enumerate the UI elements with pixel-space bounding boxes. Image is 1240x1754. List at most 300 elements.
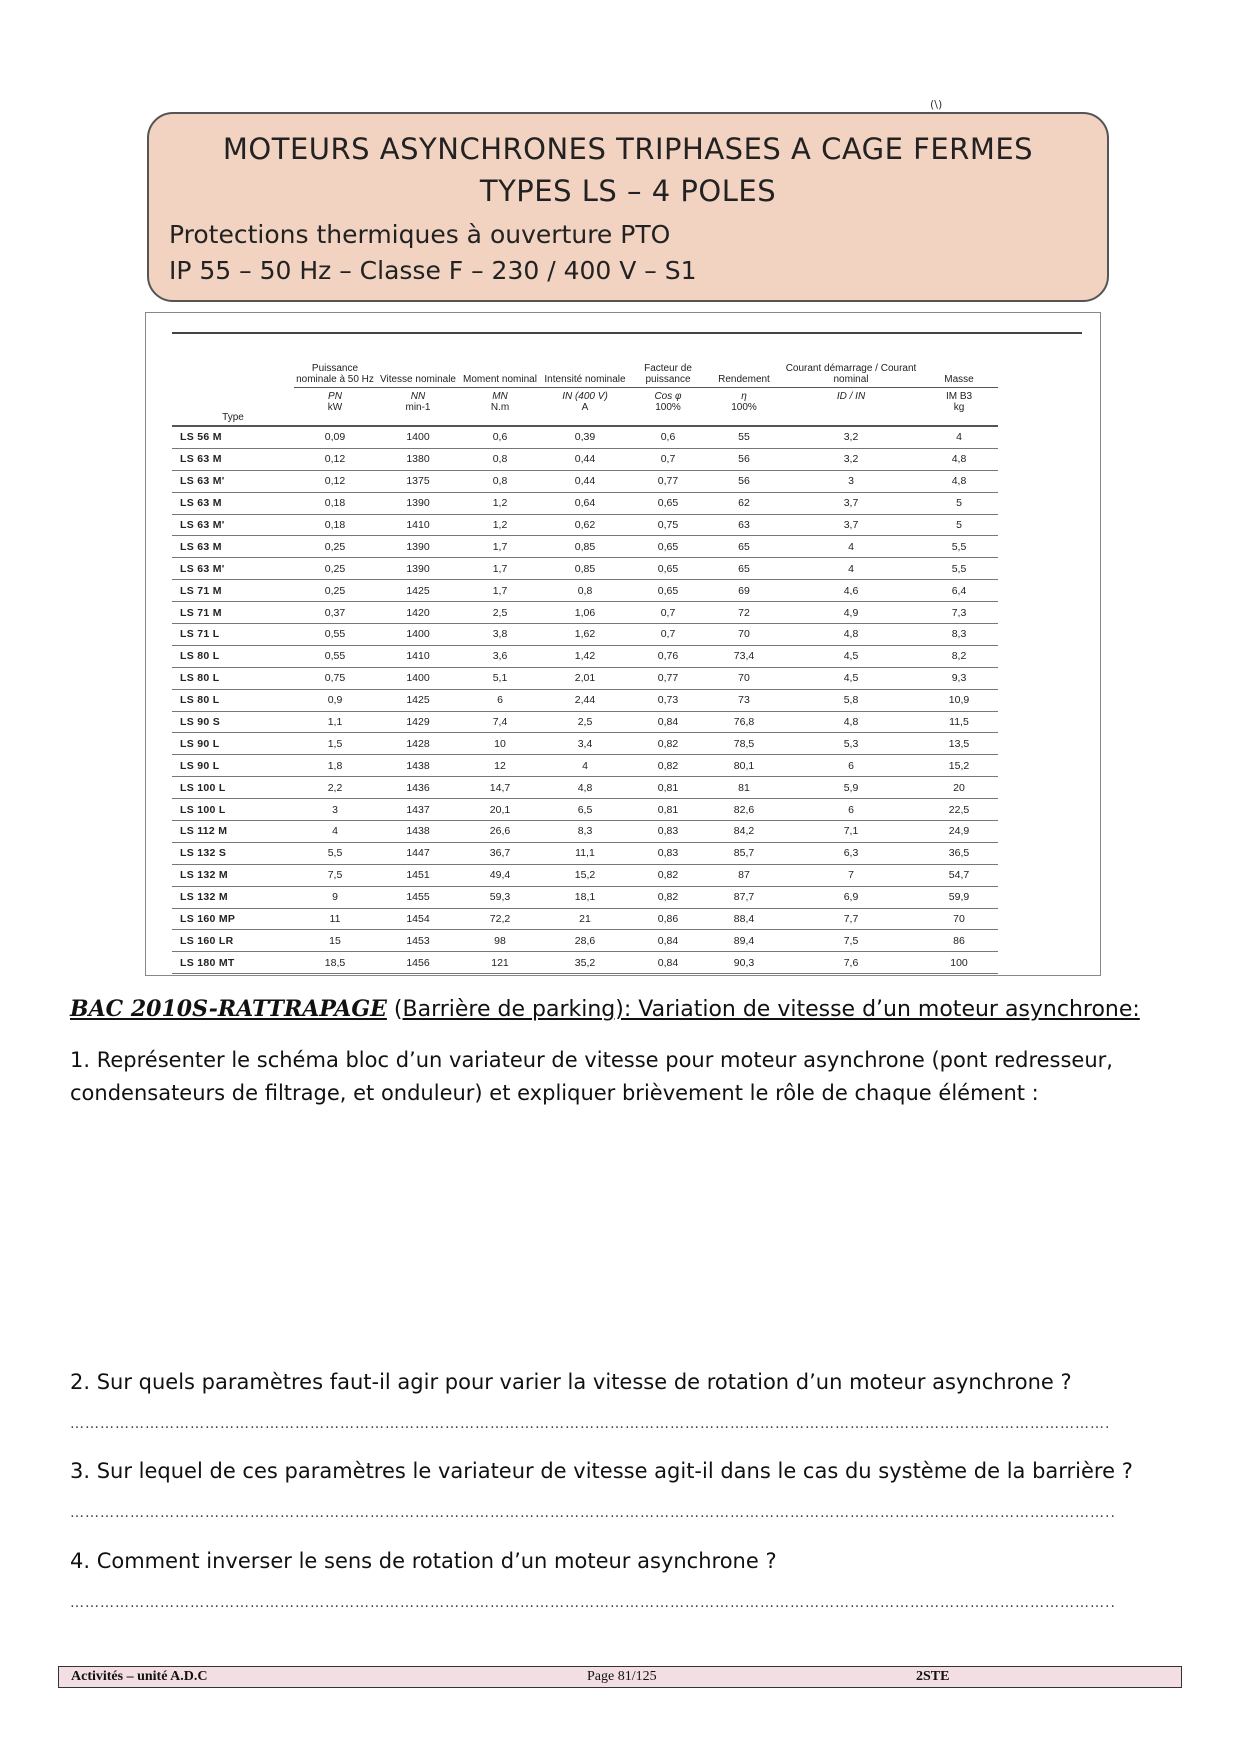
table-row (172, 426, 998, 448)
start-ratio-cell: 3,7 (782, 492, 920, 514)
table-row (172, 667, 998, 689)
power-factor-cell: 0,6 (630, 426, 706, 448)
speed-cell: 1436 (376, 777, 460, 799)
current-cell: 2,01 (540, 667, 630, 689)
torque-cell: 2,5 (460, 602, 540, 624)
torque-cell: 0,8 (460, 470, 540, 492)
torque-cell: 6 (460, 689, 540, 711)
power-factor-cell: 0,82 (630, 733, 706, 755)
power-symbol: PN (328, 391, 342, 402)
efficiency-cell: 70 (706, 624, 782, 646)
power-factor-cell: 0,65 (630, 536, 706, 558)
mass-symbol: IM B3 (945, 391, 973, 402)
power-factor-cell: 0,86 (630, 908, 706, 930)
start-ratio-cell: 3,2 (782, 426, 920, 448)
table-row (172, 733, 998, 755)
start-ratio-cell: 5,8 (782, 689, 920, 711)
table-row (172, 821, 998, 843)
exercise-heading (70, 996, 1140, 1022)
power-factor-cell: 0,77 (630, 470, 706, 492)
speed-cell: 1428 (376, 733, 460, 755)
efficiency-cell: 63 (706, 514, 782, 536)
speed-cell: 1447 (376, 842, 460, 864)
current-cell: 0,44 (540, 470, 630, 492)
start-ratio-cell: 4 (782, 536, 920, 558)
mass-cell: 59,9 (920, 886, 998, 908)
table-row (172, 624, 998, 646)
start-ratio-cell: 3,2 (782, 448, 920, 470)
table-row (172, 864, 998, 886)
efficiency-cell: 56 (706, 470, 782, 492)
type-cell: LS 80 L (172, 667, 294, 689)
efficiency-cell: 65 (706, 558, 782, 580)
power-factor-cell: 0,65 (630, 558, 706, 580)
table-row (172, 908, 998, 930)
torque-cell: 10 (460, 733, 540, 755)
start-ratio-cell: 6 (782, 799, 920, 821)
start-ratio-cell: 7,7 (782, 908, 920, 930)
start-ratio-cell: 7 (782, 864, 920, 886)
motor-spec-table (172, 337, 998, 974)
power-cell: 0,09 (294, 426, 376, 448)
motor-table-body (172, 426, 998, 974)
col-header-power-factor: Facteur de puissance (630, 337, 706, 388)
current-cell: 1,06 (540, 602, 630, 624)
current-cell: 28,6 (540, 930, 630, 952)
col-header-efficiency: Rendement (706, 337, 782, 388)
efficiency-cell: 69 (706, 580, 782, 602)
efficiency-cell: 76,8 (706, 711, 782, 733)
unit-cell-current (540, 388, 630, 427)
efficiency-cell: 62 (706, 492, 782, 514)
current-cell: 0,44 (540, 448, 630, 470)
torque-cell: 12 (460, 755, 540, 777)
table-row (172, 777, 998, 799)
unit-cell-efficiency (706, 388, 782, 427)
mass-cell: 9,3 (920, 667, 998, 689)
bac-subject: Barrière de parking): Variation de vitesse d’un moteur asynchrone: (402, 997, 1140, 1022)
start-ratio-cell: 4,8 (782, 711, 920, 733)
speed-cell: 1429 (376, 711, 460, 733)
current-unit: A (581, 402, 589, 413)
speed-cell: 1454 (376, 908, 460, 930)
type-cell: LS 90 L (172, 733, 294, 755)
type-cell: LS 80 L (172, 689, 294, 711)
type-cell: LS 71 L (172, 624, 294, 646)
table-row (172, 842, 998, 864)
mass-cell: 15,2 (920, 755, 998, 777)
speed-cell: 1425 (376, 580, 460, 602)
torque-cell: 1,7 (460, 580, 540, 602)
power-factor-unit: 100% (655, 402, 681, 413)
start-ratio-cell: 4 (782, 558, 920, 580)
torque-cell: 3,6 (460, 645, 540, 667)
speed-cell: 1437 (376, 799, 460, 821)
type-cell: LS 132 S (172, 842, 294, 864)
torque-cell: 3,8 (460, 624, 540, 646)
question-1-line-2: condensateurs de filtrage, et onduleur) et expliquer brièvement le rôle de chaque élément : (70, 1081, 1039, 1105)
efficiency-cell: 87 (706, 864, 782, 886)
answer-line-3[interactable]: ……………………………………………………………………………………………………………………………………………………………………………………….. (70, 1505, 1116, 1521)
power-factor-cell: 0,7 (630, 602, 706, 624)
type-cell: LS 63 M (172, 536, 294, 558)
speed-cell: 1375 (376, 470, 460, 492)
unit-cell-power-factor (630, 388, 706, 427)
speed-cell: 1455 (376, 886, 460, 908)
mass-cell: 24,9 (920, 821, 998, 843)
power-cell: 4 (294, 821, 376, 843)
table-unit-row (172, 388, 998, 427)
mass-cell: 10,9 (920, 689, 998, 711)
mass-cell: 13,5 (920, 733, 998, 755)
torque-cell: 1,7 (460, 536, 540, 558)
table-row (172, 952, 998, 974)
start-ratio-cell: 3 (782, 470, 920, 492)
page-footer (58, 1666, 1182, 1688)
footer-page-number: Page 81/125 (587, 1669, 657, 1684)
power-factor-cell: 0,77 (630, 667, 706, 689)
speed-cell: 1451 (376, 864, 460, 886)
col-header-current: Intensité nominale (540, 337, 630, 388)
efficiency-symbol: η (741, 391, 747, 402)
power-factor-cell: 0,84 (630, 930, 706, 952)
power-factor-cell: 0,81 (630, 799, 706, 821)
mass-cell: 8,3 (920, 624, 998, 646)
torque-cell: 121 (460, 952, 540, 974)
bac-title: BAC 2010S-RATTRAPAGE (70, 996, 387, 1022)
type-cell: LS 56 M (172, 426, 294, 448)
power-factor-cell: 0,65 (630, 580, 706, 602)
mass-cell: 5 (920, 514, 998, 536)
torque-cell: 49,4 (460, 864, 540, 886)
start-ratio-cell: 6,9 (782, 886, 920, 908)
mass-cell: 6,4 (920, 580, 998, 602)
answer-line-2[interactable]: ………………………………………………………………………………………………………………………………………………………………………………………. (70, 1416, 1111, 1432)
table-row (172, 602, 998, 624)
power-factor-cell: 0,7 (630, 448, 706, 470)
power-cell: 0,12 (294, 448, 376, 470)
efficiency-cell: 73 (706, 689, 782, 711)
start-ratio-cell: 4,5 (782, 645, 920, 667)
table-row (172, 755, 998, 777)
power-factor-symbol: Cos φ (654, 391, 682, 402)
unit-cell-torque (460, 388, 540, 427)
efficiency-cell: 80,1 (706, 755, 782, 777)
title-line-1: MOTEURS ASYNCHRONES TRIPHASES A CAGE FERMES (222, 132, 1034, 166)
mass-cell: 8,2 (920, 645, 998, 667)
current-cell: 1,42 (540, 645, 630, 667)
type-cell: LS 63 M (172, 448, 294, 470)
power-cell: 1,8 (294, 755, 376, 777)
power-factor-cell: 0,83 (630, 821, 706, 843)
current-cell: 0,85 (540, 536, 630, 558)
power-cell: 3 (294, 799, 376, 821)
start-ratio-cell: 6 (782, 755, 920, 777)
mass-cell: 54,7 (920, 864, 998, 886)
power-factor-cell: 0,76 (630, 645, 706, 667)
current-cell: 3,4 (540, 733, 630, 755)
current-cell: 18,1 (540, 886, 630, 908)
speed-cell: 1425 (376, 689, 460, 711)
table-row (172, 536, 998, 558)
start-ratio-cell: 4,8 (782, 624, 920, 646)
table-row (172, 514, 998, 536)
speed-symbol: NN (410, 391, 426, 402)
type-cell: LS 80 L (172, 645, 294, 667)
speed-cell: 1456 (376, 952, 460, 974)
power-unit: kW (327, 402, 343, 413)
table-header-row (172, 337, 998, 388)
type-cell: LS 100 L (172, 777, 294, 799)
mass-cell: 100 (920, 952, 998, 974)
torque-cell: 5,1 (460, 667, 540, 689)
current-cell: 0,62 (540, 514, 630, 536)
type-cell: LS 63 M' (172, 558, 294, 580)
question-2: 2. Sur quels paramètres faut-il agir pour varier la vitesse de rotation d’un moteur asynchrone ? (70, 1370, 1072, 1394)
torque-cell: 7,4 (460, 711, 540, 733)
torque-cell: 0,6 (460, 426, 540, 448)
power-cell: 0,18 (294, 492, 376, 514)
question-3: 3. Sur lequel de ces paramètres le variateur de vitesse agit-il dans le cas du système de la barrière ? (70, 1459, 1133, 1483)
type-cell: LS 112 M (172, 821, 294, 843)
power-cell: 0,55 (294, 624, 376, 646)
speed-cell: 1410 (376, 514, 460, 536)
power-factor-cell: 0,84 (630, 952, 706, 974)
start-ratio-cell: 5,9 (782, 777, 920, 799)
current-cell: 15,2 (540, 864, 630, 886)
unit-cell-start-ratio (782, 388, 920, 427)
mass-cell: 5 (920, 492, 998, 514)
current-cell: 1,62 (540, 624, 630, 646)
speed-cell: 1453 (376, 930, 460, 952)
start-ratio-cell: 6,3 (782, 842, 920, 864)
subtitle-line-2: IP 55 – 50 Hz – Classe F – 230 / 400 V – S1 (169, 256, 697, 285)
current-cell: 4,8 (540, 777, 630, 799)
torque-cell: 0,8 (460, 448, 540, 470)
power-cell: 1,5 (294, 733, 376, 755)
mass-cell: 4,8 (920, 448, 998, 470)
start-ratio-cell: 7,5 (782, 930, 920, 952)
power-cell: 7,5 (294, 864, 376, 886)
mass-cell: 20 (920, 777, 998, 799)
efficiency-cell: 56 (706, 448, 782, 470)
table-row (172, 580, 998, 602)
mass-cell: 11,5 (920, 711, 998, 733)
type-cell: LS 100 L (172, 799, 294, 821)
current-cell: 0,85 (540, 558, 630, 580)
table-row (172, 492, 998, 514)
start-ratio-cell: 7,1 (782, 821, 920, 843)
speed-cell: 1410 (376, 645, 460, 667)
power-factor-cell: 0,73 (630, 689, 706, 711)
power-cell: 2,2 (294, 777, 376, 799)
mass-cell: 22,5 (920, 799, 998, 821)
title-box (147, 112, 1109, 302)
type-header: Type (172, 337, 294, 426)
table-top-rule (172, 332, 1082, 334)
efficiency-cell: 55 (706, 426, 782, 448)
torque-cell: 20,1 (460, 799, 540, 821)
speed-cell: 1390 (376, 558, 460, 580)
table-row (172, 645, 998, 667)
torque-symbol: MN (492, 391, 508, 402)
torque-cell: 26,6 (460, 821, 540, 843)
start-ratio-cell: 4,5 (782, 667, 920, 689)
current-cell: 21 (540, 908, 630, 930)
efficiency-cell: 90,3 (706, 952, 782, 974)
speed-cell: 1380 (376, 448, 460, 470)
torque-cell: 98 (460, 930, 540, 952)
footer-left: Activités – unité A.D.C (71, 1669, 208, 1684)
type-cell: LS 160 LR (172, 930, 294, 952)
power-cell: 9 (294, 886, 376, 908)
current-cell: 8,3 (540, 821, 630, 843)
table-row (172, 711, 998, 733)
power-cell: 18,5 (294, 952, 376, 974)
efficiency-cell: 88,4 (706, 908, 782, 930)
type-cell: LS 132 M (172, 864, 294, 886)
col-header-power: Puissance nominale à 50 Hz (294, 337, 376, 388)
power-cell: 0,25 (294, 558, 376, 580)
torque-cell: 72,2 (460, 908, 540, 930)
type-cell: LS 63 M' (172, 514, 294, 536)
power-cell: 0,12 (294, 470, 376, 492)
title-line-2: TYPES LS – 4 POLES (479, 174, 777, 208)
table-row (172, 886, 998, 908)
answer-line-4[interactable]: ……………………………………………………………………………………………………………………………………………………………………………………….. (70, 1595, 1116, 1611)
torque-cell: 1,2 (460, 492, 540, 514)
table-row (172, 448, 998, 470)
power-factor-cell: 0,75 (630, 514, 706, 536)
power-cell: 0,55 (294, 645, 376, 667)
start-ratio-cell: 5,3 (782, 733, 920, 755)
type-cell: LS 90 S (172, 711, 294, 733)
torque-unit: N.m (490, 402, 510, 413)
power-cell: 11 (294, 908, 376, 930)
start-ratio-symbol: ID / IN (836, 391, 866, 402)
speed-cell: 1400 (376, 624, 460, 646)
col-header-speed: Vitesse nominale (376, 337, 460, 388)
table-row (172, 470, 998, 492)
power-cell: 5,5 (294, 842, 376, 864)
type-cell: LS 180 MT (172, 952, 294, 974)
mass-unit: kg (953, 402, 965, 413)
mass-cell: 70 (920, 908, 998, 930)
power-factor-cell: 0,84 (630, 711, 706, 733)
power-cell: 0,9 (294, 689, 376, 711)
efficiency-cell: 70 (706, 667, 782, 689)
power-factor-cell: 0,82 (630, 864, 706, 886)
speed-cell: 1438 (376, 821, 460, 843)
efficiency-cell: 89,4 (706, 930, 782, 952)
efficiency-unit: 100% (731, 402, 757, 413)
efficiency-cell: 85,7 (706, 842, 782, 864)
power-factor-cell: 0,82 (630, 886, 706, 908)
efficiency-cell: 65 (706, 536, 782, 558)
torque-cell: 14,7 (460, 777, 540, 799)
mass-cell: 7,3 (920, 602, 998, 624)
current-cell: 0,64 (540, 492, 630, 514)
type-cell: LS 71 M (172, 580, 294, 602)
speed-cell: 1390 (376, 492, 460, 514)
table-row (172, 558, 998, 580)
mass-cell: 36,5 (920, 842, 998, 864)
efficiency-cell: 82,6 (706, 799, 782, 821)
efficiency-cell: 72 (706, 602, 782, 624)
current-cell: 35,2 (540, 952, 630, 974)
start-ratio-cell: 4,6 (782, 580, 920, 602)
power-cell: 0,75 (294, 667, 376, 689)
type-cell: LS 63 M' (172, 470, 294, 492)
current-symbol: IN (400 V) (562, 391, 608, 402)
current-cell: 0,39 (540, 426, 630, 448)
efficiency-cell: 81 (706, 777, 782, 799)
subtitle-line-1: Protections thermiques à ouverture PTO (169, 220, 671, 249)
torque-cell: 36,7 (460, 842, 540, 864)
bac-paren: ( (386, 997, 403, 1022)
unit-cell-mass (920, 388, 998, 427)
efficiency-cell: 87,7 (706, 886, 782, 908)
speed-cell: 1420 (376, 602, 460, 624)
efficiency-cell: 84,2 (706, 821, 782, 843)
power-cell: 0,37 (294, 602, 376, 624)
speed-unit: min-1 (405, 402, 431, 413)
power-factor-cell: 0,65 (630, 492, 706, 514)
table-row (172, 930, 998, 952)
mass-cell: 5,5 (920, 536, 998, 558)
table-row (172, 689, 998, 711)
col-header-torque: Moment nominal (460, 337, 540, 388)
torque-cell: 59,3 (460, 886, 540, 908)
question-1-line-1: 1. Représenter le schéma bloc d’un variateur de vitesse pour moteur asynchrone (pont redresseur, (70, 1048, 1113, 1072)
table-row (172, 799, 998, 821)
speed-cell: 1400 (376, 426, 460, 448)
start-ratio-cell: 3,7 (782, 514, 920, 536)
type-cell: LS 63 M (172, 492, 294, 514)
start-ratio-cell: 7,6 (782, 952, 920, 974)
current-cell: 11,1 (540, 842, 630, 864)
mass-cell: 5,5 (920, 558, 998, 580)
speed-cell: 1438 (376, 755, 460, 777)
type-cell: LS 90 L (172, 755, 294, 777)
question-4: 4. Comment inverser le sens de rotation d’un moteur asynchrone ? (70, 1549, 777, 1573)
current-cell: 0,8 (540, 580, 630, 602)
efficiency-cell: 73,4 (706, 645, 782, 667)
mass-cell: 86 (920, 930, 998, 952)
power-cell: 15 (294, 930, 376, 952)
type-cell: LS 160 MP (172, 908, 294, 930)
unit-cell-speed (376, 388, 460, 427)
power-factor-cell: 0,82 (630, 755, 706, 777)
torque-cell: 1,2 (460, 514, 540, 536)
current-cell: 4 (540, 755, 630, 777)
power-cell: 0,18 (294, 514, 376, 536)
type-cell: LS 132 M (172, 886, 294, 908)
power-factor-cell: 0,81 (630, 777, 706, 799)
current-cell: 6,5 (540, 799, 630, 821)
power-cell: 0,25 (294, 580, 376, 602)
col-header-start-ratio: Courant démarrage / Courant nominal (782, 337, 920, 388)
efficiency-cell: 78,5 (706, 733, 782, 755)
start-ratio-cell: 4,9 (782, 602, 920, 624)
mass-cell: 4 (920, 426, 998, 448)
col-header-mass: Masse (920, 337, 998, 388)
type-cell: LS 71 M (172, 602, 294, 624)
motor-table-frame (145, 312, 1101, 976)
footer-class: 2STE (916, 1669, 950, 1684)
power-factor-cell: 0,83 (630, 842, 706, 864)
corner-mark: (\) (930, 98, 943, 111)
